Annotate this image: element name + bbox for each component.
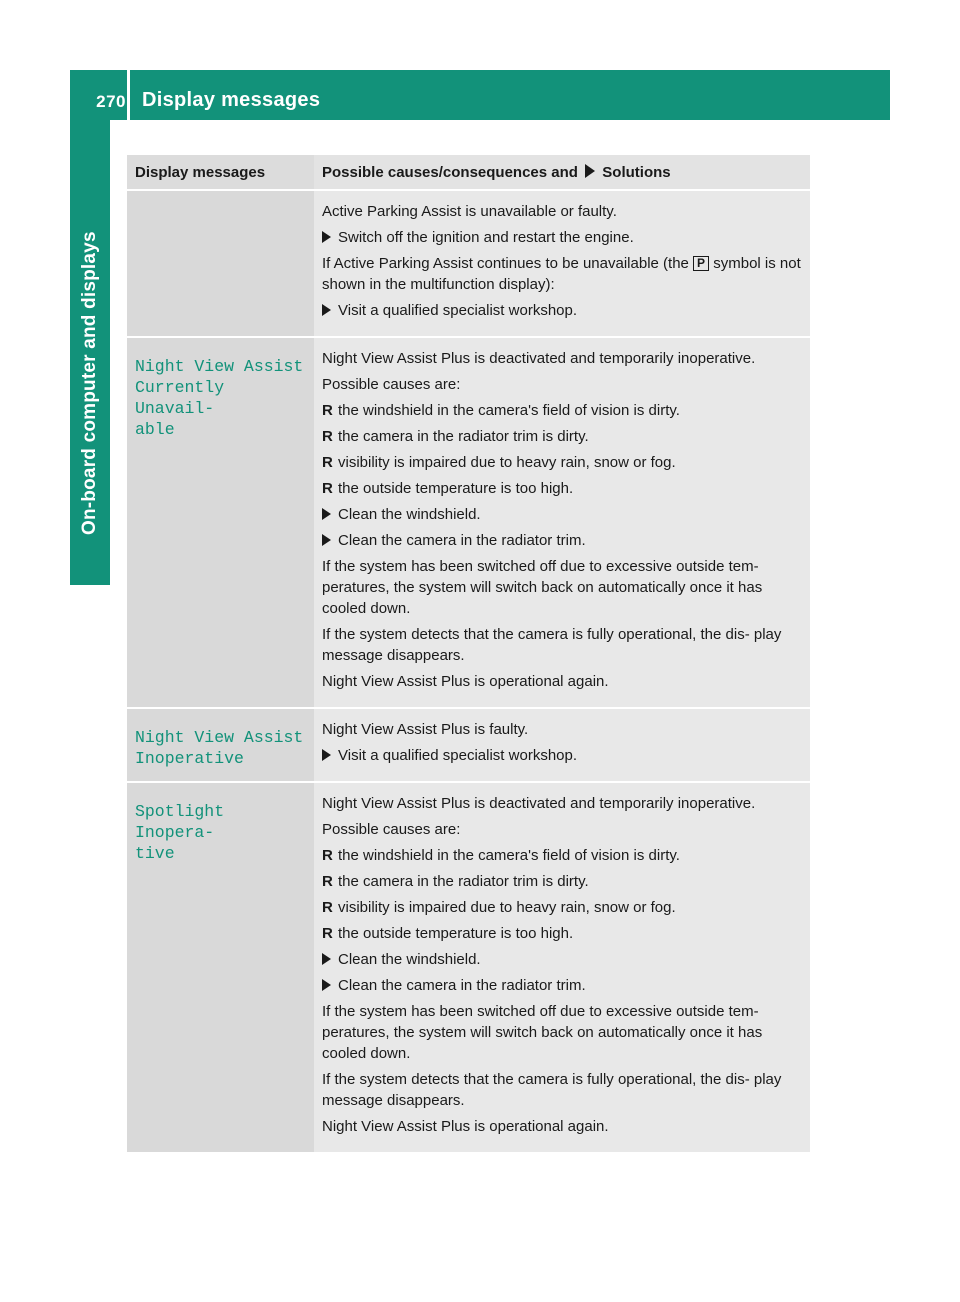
paragraph: Night View Assist Plus is faulty. <box>322 721 529 738</box>
paragraph: If the system detects that the camera is fully operational, the dis‐ play message disappears. <box>322 1071 782 1109</box>
messages-table <box>127 155 810 1152</box>
display-message-text <box>135 191 306 209</box>
step-text: Switch off the ignition and restart the engine. <box>338 229 634 246</box>
message-cell <box>127 709 314 781</box>
header-divider <box>127 70 130 120</box>
parking-p-icon: P <box>693 256 709 271</box>
paragraph: If the system detects that the camera is fully operational, the dis‐ play message disappears. <box>322 626 782 664</box>
paragraph-text: If Active Parking Assist continues to be unavailable (the <box>322 255 694 272</box>
paragraph: Possible causes are: <box>322 376 461 393</box>
col-header-causes-solutions <box>314 155 810 189</box>
paragraph-text: symbol is not shown in the multifunction display): <box>322 255 801 293</box>
step-text: Clean the camera in the radiator trim. <box>338 977 586 994</box>
col-header-solutions-text: Solutions <box>602 164 671 181</box>
solution-cell <box>314 338 810 707</box>
action-step <box>322 530 802 551</box>
solution-cell <box>314 709 810 781</box>
bullet-text: visibility is impaired due to heavy rain, snow or fog. <box>338 899 676 916</box>
bullet-text: the camera in the radiator trim is dirty. <box>338 428 589 445</box>
bullet-icon: R <box>322 480 333 497</box>
table-row <box>127 709 810 781</box>
bullet-item <box>322 400 802 421</box>
action-step <box>322 949 802 970</box>
arrow-right-icon <box>585 164 595 178</box>
bullet-item <box>322 923 802 944</box>
page-number: 270 <box>96 92 126 111</box>
bullet-text: the windshield in the camera's field of vision is dirty. <box>338 402 680 419</box>
bullet-text: visibility is impaired due to heavy rain, snow or fog. <box>338 454 676 471</box>
col-header-causes-text: Possible causes/consequences and <box>322 164 578 181</box>
paragraph: Possible causes are: <box>322 821 461 838</box>
display-message-text: Spotlight Inopera‐ tive <box>135 802 225 863</box>
action-step <box>322 504 802 525</box>
arrow-right-icon <box>322 745 338 766</box>
step-text: Visit a qualified specialist workshop. <box>338 302 578 319</box>
bullet-item <box>322 871 802 892</box>
arrow-right-icon <box>322 300 338 321</box>
paragraph: Night View Assist Plus is deactivated and temporarily inoperative. <box>322 350 756 367</box>
step-text: Clean the windshield. <box>338 506 481 523</box>
display-message-text: Night View Assist Inoperative <box>135 728 304 768</box>
message-cell <box>127 338 314 707</box>
arrow-right-icon <box>322 504 338 525</box>
bullet-item <box>322 845 802 866</box>
bullet-icon: R <box>322 454 333 471</box>
arrow-right-icon <box>322 530 338 551</box>
paragraph <box>322 253 802 295</box>
action-step <box>322 300 802 321</box>
bullet-text: the outside temperature is too high. <box>338 480 574 497</box>
table-row <box>127 783 810 1152</box>
bullet-icon: R <box>322 899 333 916</box>
bullet-item <box>322 426 802 447</box>
action-step <box>322 227 802 248</box>
table-row <box>127 191 810 336</box>
action-step <box>322 975 802 996</box>
paragraph: If the system has been switched off due to excessive outside tem‐ peratures, the system will switch back on automatically once it has cooled down. <box>322 558 763 617</box>
paragraph: Night View Assist Plus is operational again. <box>322 673 609 690</box>
message-cell <box>127 191 314 336</box>
bullet-icon: R <box>322 873 333 890</box>
step-text: Visit a qualified specialist workshop. <box>338 747 578 764</box>
solution-cell <box>314 783 810 1152</box>
bullet-icon: R <box>322 925 333 942</box>
bullet-text: the windshield in the camera's field of vision is dirty. <box>338 847 680 864</box>
paragraph: Active Parking Assist is unavailable or faulty. <box>322 203 617 220</box>
table-row <box>127 338 810 707</box>
bullet-item <box>322 478 802 499</box>
step-text: Clean the windshield. <box>338 951 481 968</box>
paragraph: Night View Assist Plus is operational again. <box>322 1118 609 1135</box>
table-body <box>127 189 810 1152</box>
bullet-icon: R <box>322 402 333 419</box>
bullet-item <box>322 452 802 473</box>
paragraph: Night View Assist Plus is deactivated and temporarily inoperative. <box>322 795 756 812</box>
bullet-text: the camera in the radiator trim is dirty. <box>338 873 589 890</box>
bullet-icon: R <box>322 847 333 864</box>
message-cell <box>127 783 314 1152</box>
bullet-text: the outside temperature is too high. <box>338 925 574 942</box>
bullet-icon: R <box>322 428 333 445</box>
table-header-row <box>127 155 810 189</box>
arrow-right-icon <box>322 975 338 996</box>
col-header-display-messages: Display messages <box>127 155 314 189</box>
chapter-tab-label: On-board computer and displays <box>79 231 100 535</box>
bullet-item <box>322 897 802 918</box>
paragraph: If the system has been switched off due to excessive outside tem‐ peratures, the system will switch back on automatically once it has cooled down. <box>322 1003 763 1062</box>
arrow-right-icon <box>322 949 338 970</box>
arrow-right-icon <box>322 227 338 248</box>
display-message-text: Night View Assist Currently Unavail‐ able <box>135 357 304 439</box>
step-text: Clean the camera in the radiator trim. <box>338 532 586 549</box>
solution-cell <box>314 191 810 336</box>
section-title: Display messages <box>142 89 321 111</box>
page-header <box>70 70 890 120</box>
action-step <box>322 745 802 766</box>
